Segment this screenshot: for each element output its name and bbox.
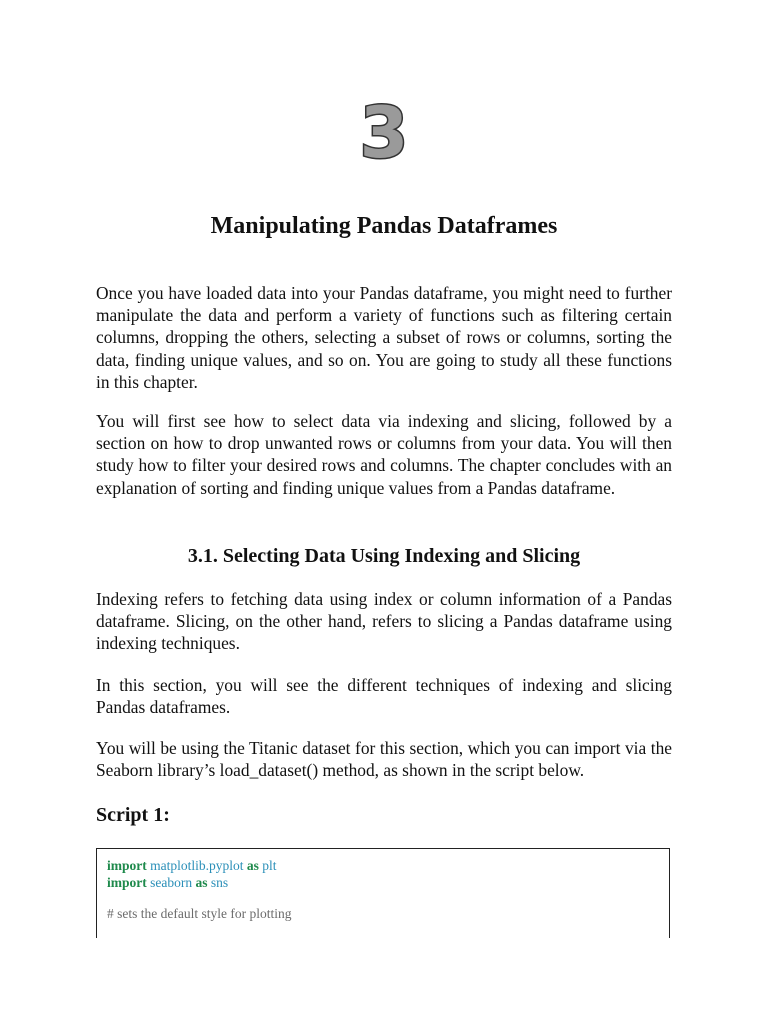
code-keyword: import (107, 875, 147, 890)
code-keyword: as (195, 875, 208, 890)
section-heading: 3.1. Selecting Data Using Indexing and Slicing (187, 545, 581, 567)
section-paragraph-3: You will be using the Titanic dataset for this section, which you can import via the Seaborn library’s load_dataset() method, as shown in the script below. (96, 738, 672, 781)
intro-paragraph-2: You will first see how to select data via indexing and slicing, followed by a section on how to drop unwanted rows or columns from your data. You will then study how to filter your desired rows and columns. The chapter concludes with an explanation of sorting and finding unique values from a Pandas dataframe. (96, 411, 672, 498)
chapter-title: Manipulating Pandas Dataframes (210, 213, 558, 239)
code-module: matplotlib.pyplot (150, 858, 244, 873)
chapter-number-graphic (358, 100, 410, 164)
script-label: Script 1: (96, 804, 170, 826)
intro-paragraph-1: Once you have loaded data into your Pandas dataframe, you might need to further manipulate the data and perform a variety of functions such as filtering certain columns, dropping the others, selecting a subset of rows or columns, sorting the data, finding unique values, and so on. You are going to study all these functions in this chapter. (96, 283, 672, 392)
code-line (107, 874, 659, 891)
section-paragraph-2: In this section, you will see the different techniques of indexing and slicing Pandas dataframes. (96, 675, 672, 718)
chapter-number-text: 3 (359, 100, 409, 164)
code-alias: plt (262, 858, 277, 873)
code-block (96, 848, 670, 938)
code-keyword: as (246, 858, 259, 873)
code-comment: # sets the default style for plotting (107, 906, 292, 921)
code-blank-line (107, 891, 659, 905)
code-module: seaborn (150, 875, 193, 890)
code-alias: sns (210, 875, 229, 890)
chapter-number (0, 100, 768, 169)
code-line (107, 857, 659, 874)
code-keyword: import (107, 858, 147, 873)
section-paragraph-1: Indexing refers to fetching data using index or column information of a Pandas dataframe. Slicing, on the other hand, refers to slicing a Pandas dataframe using indexing techniques. (96, 589, 672, 654)
